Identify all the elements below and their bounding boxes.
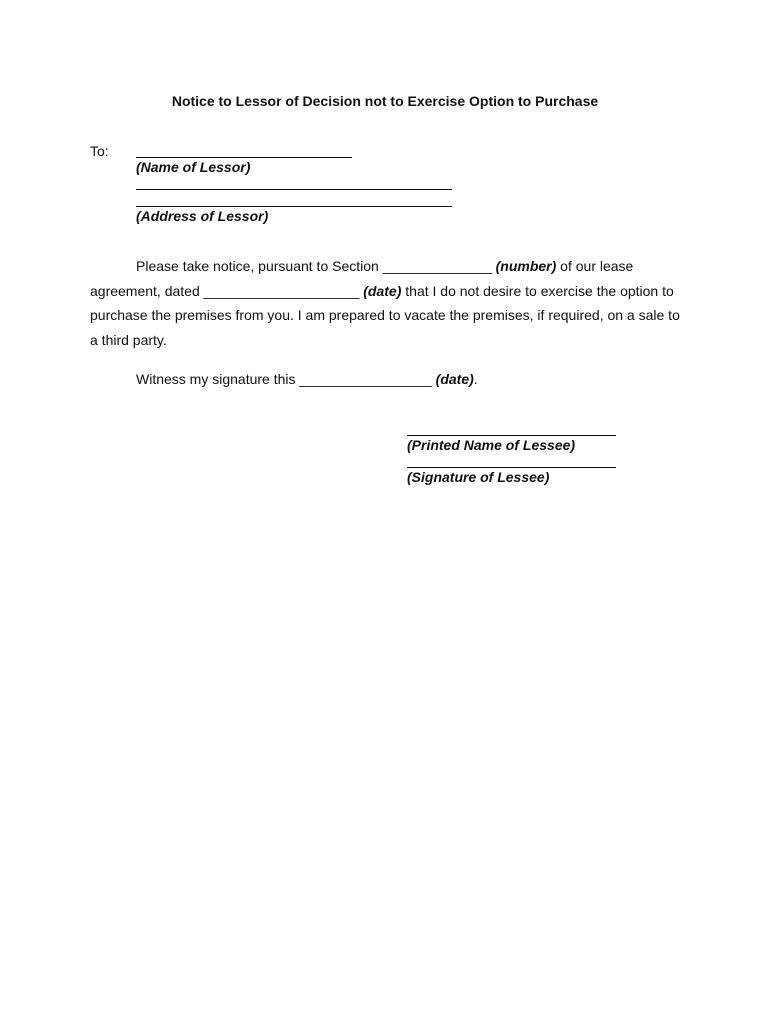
document-title: Notice to Lessor of Decision not to Exercise Option to Purchase: [171, 93, 599, 109]
notice-paragraph: Please take notice, pursuant to Section ______________ (number) of our lease agreement, dated ____________________ (date) that I do not desire to exercise the option to purchase the premises from you. I am prepared to vacate the premises, if required, on a sale to a third party.: [90, 258, 680, 348]
to-label: To:: [90, 143, 109, 159]
date-blank: ____________________: [203, 282, 360, 299]
witness-line: Witness my signature this _________________ (date).: [136, 371, 478, 387]
number-label: (number): [495, 258, 557, 274]
signature-of-lessee-label: (Signature of Lessee): [407, 469, 550, 485]
lessor-address-line-2: [136, 206, 452, 207]
witness-date-blank: _________________: [299, 371, 432, 387]
lessor-name-line: [136, 157, 352, 158]
section-blank: ______________: [382, 258, 492, 274]
printed-name-line: [407, 435, 616, 436]
signature-line: [407, 467, 616, 468]
name-of-lessor-label: (Name of Lessor): [136, 159, 251, 175]
address-of-lessor-label: (Address of Lessor): [136, 208, 269, 224]
printed-name-of-lessee-label: (Printed Name of Lessee): [407, 437, 576, 453]
lessor-address-line-1: [136, 189, 452, 190]
witness-date-label: (date): [435, 371, 474, 387]
date-label: (date): [363, 282, 402, 299]
